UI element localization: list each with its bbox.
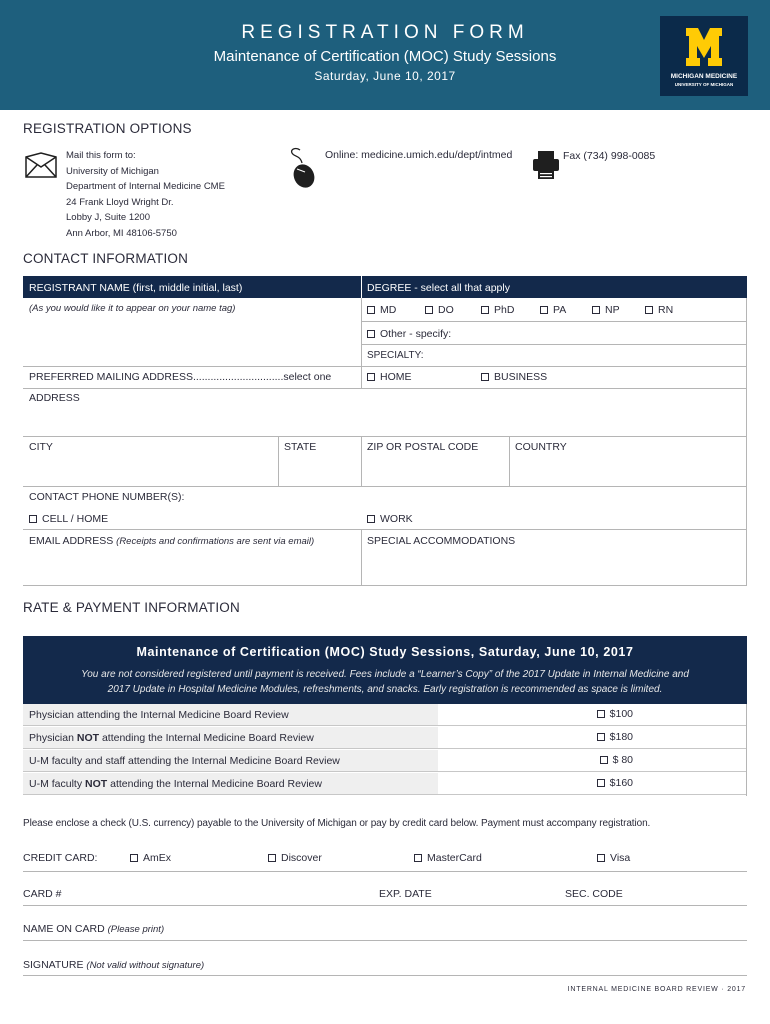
event-date: Saturday, June 10, 2017	[314, 69, 456, 83]
right-border-lower	[746, 388, 747, 586]
mailing-address-label: PREFERRED MAILING ADDRESS...............................select one	[29, 371, 332, 383]
address-line	[23, 436, 747, 437]
mailing-instructions	[66, 148, 225, 242]
card-discover-option[interactable]	[268, 852, 322, 864]
card-number-line	[23, 905, 747, 906]
checkbox-icon[interactable]	[481, 373, 489, 381]
degree-other-label: Other - specify:	[380, 328, 452, 340]
checkbox-icon[interactable]	[130, 854, 138, 862]
mailing-top-line	[23, 366, 747, 367]
state-label: STATE	[284, 441, 317, 453]
home-label: HOME	[380, 371, 412, 383]
zip-label: ZIP OR POSTAL CODE	[367, 441, 479, 453]
rate-price: $100	[609, 708, 633, 720]
phone-work[interactable]	[367, 513, 413, 525]
right-border	[746, 298, 747, 388]
checkbox-icon[interactable]	[597, 710, 605, 718]
mail-line: 24 Frank Lloyd Wright Dr.	[66, 196, 174, 208]
rate-emphasis: NOT	[85, 778, 108, 790]
specialty-label: SPECIALTY:	[367, 350, 424, 361]
signature-hint: (Not valid without signature)	[86, 960, 205, 971]
work-label: WORK	[380, 513, 413, 525]
checkbox-icon[interactable]	[367, 373, 375, 381]
email-hint: (Receipts and confirmations are sent via email)	[116, 536, 315, 547]
degree-phd[interactable]	[481, 304, 514, 316]
email-divider	[361, 529, 362, 586]
name-on-card-text: NAME ON CARD	[23, 923, 105, 935]
city-line	[23, 486, 747, 487]
logo-text: MICHIGAN MEDICINE	[670, 73, 738, 80]
block-m-icon	[686, 28, 722, 66]
form-title: REGISTRATION FORM	[241, 22, 529, 43]
exp-date-label: EXP. DATE	[379, 888, 432, 900]
signature-text: SIGNATURE	[23, 959, 84, 971]
city-divider	[278, 436, 279, 486]
envelope-icon	[25, 152, 57, 178]
degree-pa-label: PA	[553, 304, 567, 316]
rate-option[interactable]	[438, 727, 747, 749]
header-banner	[0, 0, 770, 110]
rate-right-border	[746, 704, 747, 796]
checkbox-icon[interactable]	[645, 306, 653, 314]
checkbox-icon[interactable]	[367, 515, 375, 523]
mastercard-label: MasterCard	[427, 852, 482, 864]
fee-title: Maintenance of Certification (MOC) Study Sessions, Saturday, June 10, 2017	[136, 645, 634, 659]
degree-rn[interactable]	[645, 304, 673, 316]
signature-line	[23, 975, 747, 976]
fee-note-line: 2017 Update in Hospital Medicine Modules, refreshments, and snacks. Early registration is recommended as space is limited.	[107, 684, 663, 695]
degree-rn-label: RN	[658, 304, 674, 316]
fee-note	[29, 667, 741, 697]
checkbox-icon[interactable]	[597, 733, 605, 741]
name-on-card-line	[23, 940, 747, 941]
credit-card-label: CREDIT CARD:	[23, 852, 98, 864]
card-mastercard-option[interactable]	[414, 852, 482, 864]
checkbox-icon[interactable]	[367, 330, 375, 338]
country-label: COUNTRY	[515, 441, 567, 453]
business-label: BUSINESS	[494, 371, 548, 383]
registration-options-heading: REGISTRATION OPTIONS	[23, 121, 192, 136]
rate-price: $160	[609, 777, 633, 789]
mailing-business-option[interactable]	[481, 371, 547, 383]
registrant-name-hint: (As you would like it to appear on your name tag)	[29, 303, 236, 314]
email-label-text: EMAIL ADDRESS	[29, 535, 114, 547]
degree-do[interactable]	[425, 304, 454, 316]
rate-text: Physician attending the Internal Medicine Board Review	[29, 709, 289, 721]
card-amex-option[interactable]	[130, 852, 171, 864]
page-footer: INTERNAL MEDICINE BOARD REVIEW · 2017	[567, 986, 746, 993]
logo-subtext: UNIVERSITY OF MICHIGAN	[674, 82, 734, 87]
mailing-home-option[interactable]	[367, 371, 412, 383]
degree-do-label: DO	[438, 304, 454, 316]
name-degree-divider	[361, 298, 362, 388]
city-label: CITY	[29, 441, 53, 453]
degree-np-label: NP	[605, 304, 620, 316]
payment-instructions: Please enclose a check (U.S. currency) payable to the University of Michigan or pay by credit card below. Payment must accompany registration.	[23, 818, 651, 829]
degree-pa[interactable]	[540, 304, 566, 316]
checkbox-icon[interactable]	[268, 854, 276, 862]
name-on-card-hint: (Please print)	[107, 924, 165, 935]
mailing-bottom-line	[23, 388, 747, 389]
credit-card-line	[23, 871, 747, 872]
rate-payment-heading: RATE & PAYMENT INFORMATION	[23, 600, 240, 615]
discover-label: Discover	[281, 852, 322, 864]
contact-bottom-line	[23, 585, 747, 586]
rate-row-label	[23, 773, 438, 795]
header-divider	[361, 276, 362, 298]
online-registration: Online: medicine.umich.edu/dept/intmed	[325, 149, 513, 161]
degree-other[interactable]	[367, 328, 451, 340]
checkbox-icon[interactable]	[540, 306, 548, 314]
zip-divider	[509, 436, 510, 486]
rate-emphasis: NOT	[76, 732, 100, 744]
fee-header	[23, 636, 747, 704]
fax-icon	[532, 150, 560, 180]
rate-text: attending the Internal Medicine Board Review	[107, 778, 322, 790]
rate-text: U-M faculty and staff attending the Internal Medicine Board Review	[29, 755, 340, 767]
degree-md-label: MD	[380, 304, 397, 316]
phone-cell-home[interactable]	[29, 513, 108, 525]
mail-line: Department of Internal Medicine CME	[66, 181, 225, 193]
state-divider	[361, 436, 362, 486]
phone-label: CONTACT PHONE NUMBER(S):	[29, 491, 185, 503]
mouse-icon	[288, 147, 320, 189]
card-visa-option[interactable]	[597, 852, 630, 864]
rate-option[interactable]	[438, 773, 747, 795]
special-accommodations-label: SPECIAL ACCOMMODATIONS	[367, 535, 516, 547]
michigan-medicine-logo	[660, 16, 748, 96]
checkbox-icon[interactable]	[600, 756, 608, 764]
phone-line	[23, 529, 747, 530]
registrant-name-label: REGISTRANT NAME (first, middle initial, last)	[29, 282, 243, 294]
checkbox-icon[interactable]	[414, 854, 422, 862]
degree-np[interactable]	[592, 304, 620, 316]
checkbox-icon[interactable]	[29, 515, 37, 523]
form-subtitle: Maintenance of Certification (MOC) Study Sessions	[213, 48, 557, 65]
fee-note-line: You are not considered registered until payment is received. Fees include a “Learner’s Copy” of the 2017 Update in Internal Medicine and	[81, 669, 689, 680]
rate-option[interactable]	[438, 704, 747, 726]
checkbox-icon[interactable]	[481, 306, 489, 314]
degree-md[interactable]	[367, 304, 396, 316]
rate-price: $ 80	[612, 754, 633, 766]
rate-text: attending the Internal Medicine Board Review	[99, 732, 314, 744]
checkbox-icon[interactable]	[597, 779, 605, 787]
rate-price: $180	[609, 731, 633, 743]
checkbox-icon[interactable]	[597, 854, 605, 862]
cell-home-label: CELL / HOME	[42, 513, 109, 525]
degree-phd-label: PhD	[494, 304, 515, 316]
checkbox-icon[interactable]	[425, 306, 433, 314]
sec-code-label: SEC. CODE	[565, 888, 623, 900]
email-label	[29, 535, 314, 547]
address-label: ADDRESS	[29, 392, 80, 404]
degree-label: DEGREE - select all that apply	[367, 282, 510, 294]
amex-label: AmEx	[143, 852, 172, 864]
mail-line: Lobby J, Suite 1200	[66, 212, 150, 224]
rate-row-label	[23, 727, 438, 749]
name-on-card-label	[23, 923, 164, 935]
mail-line: Mail this form to:	[66, 150, 136, 161]
rate-row-label	[23, 704, 438, 726]
rate-row-label	[23, 750, 438, 772]
signature-label	[23, 959, 204, 971]
card-number-label: CARD #	[23, 888, 62, 900]
degree-row-line	[361, 321, 747, 322]
mail-line: University of Michigan	[66, 165, 159, 177]
fax-number: Fax (734) 998-0085	[563, 150, 656, 162]
rate-option[interactable]	[438, 750, 747, 772]
other-row-line	[361, 344, 747, 345]
contact-information-heading: CONTACT INFORMATION	[23, 251, 189, 266]
rate-text: Physician	[29, 732, 77, 744]
checkbox-icon[interactable]	[367, 306, 375, 314]
mail-line: Ann Arbor, MI 48106-5750	[66, 227, 177, 239]
visa-label: Visa	[610, 852, 631, 864]
rate-text: U-M faculty	[29, 778, 86, 790]
checkbox-icon[interactable]	[592, 306, 600, 314]
